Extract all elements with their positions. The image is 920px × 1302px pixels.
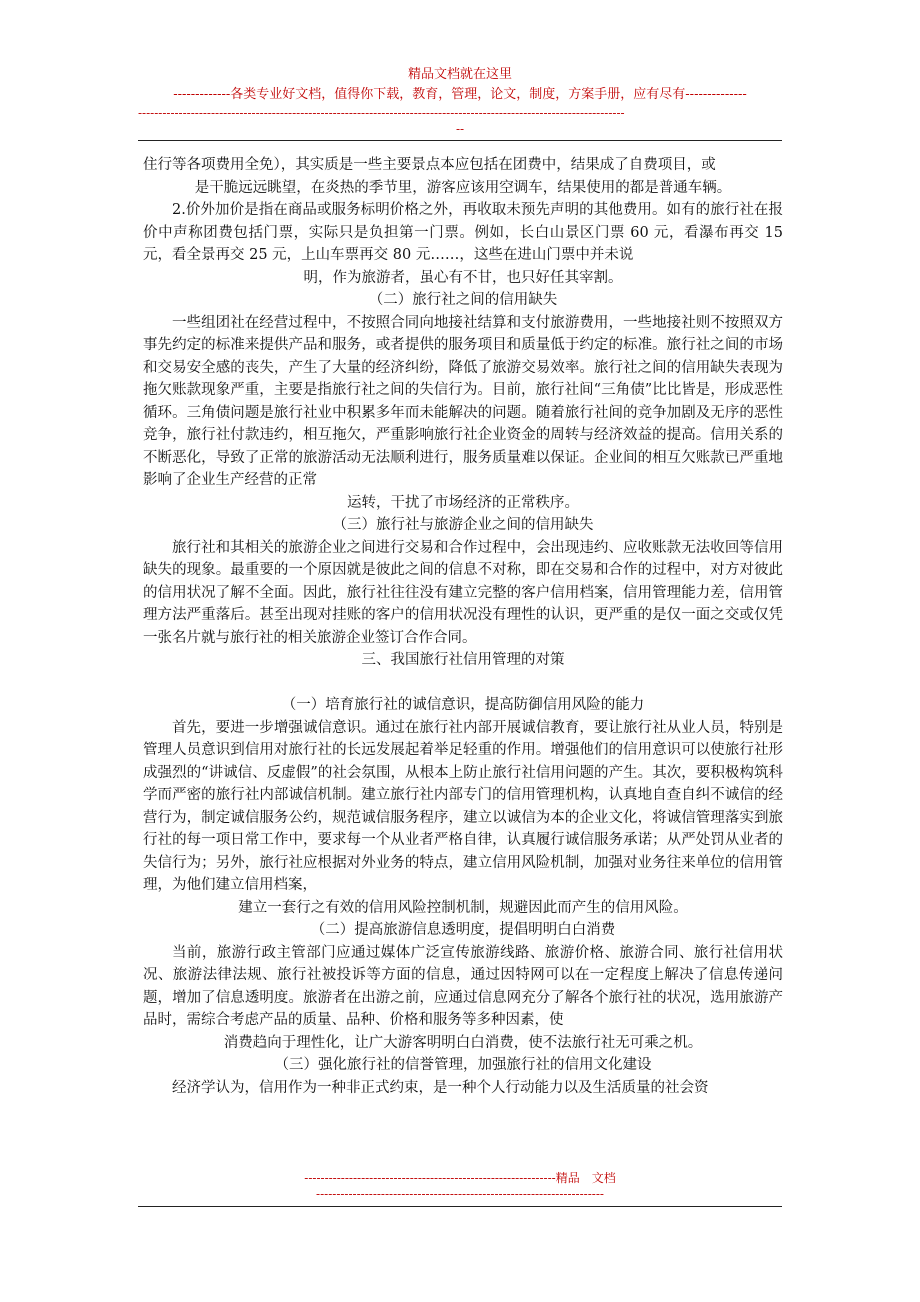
paragraph: 2.价外加价是指在商品或服务标明价格之外，再收取未预先声明的其他费用。如有的旅行社在报价中声称团费包括门票，实际只是负担第一门票。例如，长白山景区门票 60 元，看瀑布再交 15 元，看全景再交 25 元，上山车票再交 80 元……，这些在进山门票中并未说 — [143, 202, 783, 263]
paragraph: 当前，旅游行政主管部门应通过媒体广泛宣传旅游线路、旅游价格、旅游合同、旅行社信用状况、旅游法律法规、旅行社被投诉等方面的信息，通过因特网可以在一定程度上解决了信息传递问题，增加了信息透明度。旅游者在出游之前，应通过信息网充分了解各个旅行社的状况，选用旅游产品时，需综合考虑产品的质量、品种、价格和服务等多种因素，使 — [143, 944, 783, 1028]
paragraph: 住行等各项费用全免），其实质是一些主要景点本应包括在团费中，结果成了自费项目，或 — [143, 157, 716, 173]
header-title: 精品文档就在这里 — [407, 67, 512, 82]
section-heading: （二）提高旅游信息透明度，提倡明明白白消费 — [310, 922, 616, 938]
footer-label: --------------------------------------------------------------精品 文档 — [304, 1171, 616, 1185]
paragraph-end: 明，作为旅游者，虽心有不甘，也只好任其宰割。 — [303, 269, 623, 286]
blank-line — [143, 672, 783, 695]
section-heading: （三）强化旅行社的信誉管理，加强旅行社的信用文化建设 — [274, 1057, 652, 1073]
paragraph-end: 建立一套行之有效的信用风险控制机制，规避因此而产生的信用风险。 — [238, 899, 688, 916]
header-dashes: ------------------------------------------------------------------------------------------------------------------------ — [138, 106, 625, 120]
header-rule — [138, 140, 782, 141]
footer-dashes: ----------------------------------------------------------------------- — [316, 1187, 604, 1201]
header-tagline: -------------各类专业好文档，值得你下载，教育，管理，论文，制度，方案手册，应有尽有-------------- — [173, 87, 747, 102]
section-heading: （三）旅行社与旅游企业之间的信用缺失 — [332, 517, 594, 533]
section-heading: （二）旅行社之间的信用缺失 — [368, 292, 558, 308]
paragraph: 经济学认为，信用作为一种非正式约束，是一种个人行动能力以及生活质量的社会资 — [172, 1079, 709, 1096]
chapter-heading: 三、我国旅行社信用管理的对策 — [361, 652, 565, 668]
paragraph-end: 运转，干扰了市场经济的正常秩序。 — [347, 494, 579, 511]
section-heading: （一）培育旅行社的诚信意识，提高防御信用风险的能力 — [281, 697, 645, 713]
paragraph: 首先，要进一步增强诚信意识。通过在旅行社内部开展诚信教育，要让旅行社从业人员，特别是管理人员意识到信用对旅行社的长远发展起着举足轻重的作用。增强他们的信用意识可以使旅行社形成强烈的“讲诚信、反虚假”的社会氛围，从根本上防止旅行社信用问题的产生。其次，要积极构筑科学而严密的旅行社内部诚信机制。建立旅行社内部专门的信用管理机构，认真地自查自纠不诚信的经营行为，制定诚信服务公约，规范诚信服务程序，建立以诚信为本的企业文化，将诚信管理落实到旅行社的每一项日常工作中，要求每一个从业者严格自律，认真履行诚信服务承诺；从严处罚从业者的失信行为；另外，旅行社应根据对外业务的特点，建立信用风险机制，加强对业务往来单位的信用管理，为他们建立信用档案， — [143, 719, 783, 893]
paragraph-end: 是干脆远远眺望，在炎热的季节里，游客应该用空调车，结果使用的都是普通车辆。 — [194, 179, 732, 196]
paragraph-end: 消费趋向于理性化，让广大游客明明白白消费，使不法旅行社无可乘之机。 — [223, 1034, 703, 1051]
header-dashes-tail: -- — [455, 122, 465, 136]
footer-rule — [138, 1206, 782, 1207]
paragraph: 旅行社和其相关的旅游企业之间进行交易和合作过程中，会出现违约、应收账款无法收回等信用缺失的现象。最重要的一个原因就是彼此之间的信息不对称，即在交易和合作的过程中，对方对彼此的信用状况了解不全面。因此，旅行社往往没有建立完整的客户信用档案，信用管理能力差，信用管理方法严重落后。甚至出现对挂账的客户的信用状况没有理性的认识，更严重的是仅一面之交或仅凭一张名片就与旅行社的相关旅游企业签订合作合同。 — [143, 539, 783, 646]
paragraph: 一些组团社在经营过程中，不按照合同向地接社结算和支付旅游费用，一些地接社则不按照双方事先约定的标准来提供产品和服务，或者提供的服务项目和质量低于约定的标准。旅行社之间的市场和交易安全感的丧失，产生了大量的经济纠纷，降低了旅游交易效率。旅行社之间的信用缺失表现为拖欠账款现象严重，主要是指旅行社之间的失信行为。目前，旅行社间“三角债”比比皆是，形成恶性循环。三角债问题是旅行社业中积累多年而未能解决的问题。随着旅行社间的竞争加剧及无序的恶性竞争，旅行社付款违约，相互拖欠，严重影响旅行社企业资金的周转与经济效益的提高。信用关系的不断恶化，导致了正常的旅游活动无法顺利进行，服务质量难以保证。企业间的相互欠账款已严重地影响了企业生产经营的正常 — [143, 314, 783, 488]
document-body — [143, 154, 783, 1099]
